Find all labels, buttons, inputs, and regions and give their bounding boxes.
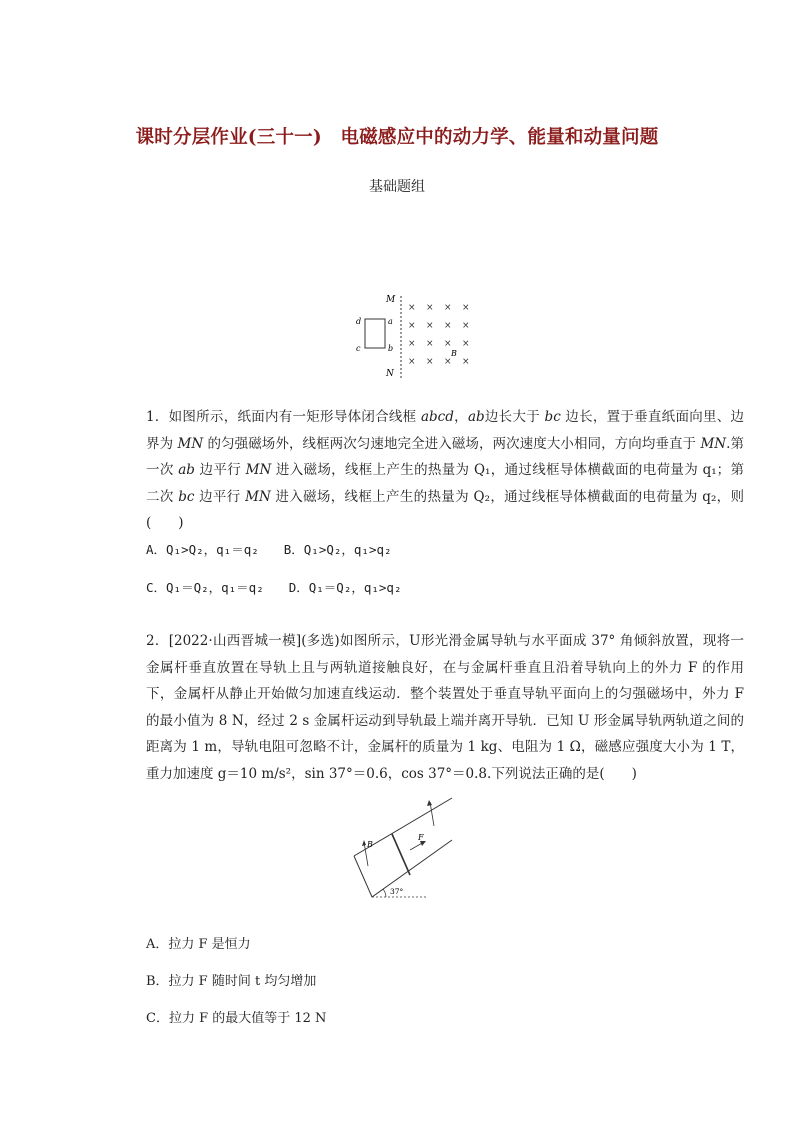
label-N: N [386, 369, 394, 379]
angle-arc [383, 889, 386, 897]
metal-rod [392, 834, 410, 875]
field-arrow-head [362, 840, 366, 846]
rail-base [354, 856, 372, 897]
page-title: 课时分层作业(三十一) 电磁感应中的动力学、能量和动量问题 [135, 127, 659, 148]
field-cross: × [426, 339, 434, 349]
q2-option-c: C．拉力 F 的最大值等于 12 N [146, 1011, 327, 1026]
label-F: F [418, 833, 424, 842]
field-cross: × [444, 357, 452, 367]
figure-inclined-rails [340, 790, 460, 906]
loop-abcd [365, 319, 385, 348]
field-cross: × [444, 339, 452, 349]
q1-options-ab: A．Q₁>Q₂，q₁＝q₂ B．Q₁>Q₂，q₁>q₂ [146, 542, 392, 557]
label-d: d [356, 317, 362, 326]
field-crosses [408, 303, 470, 367]
field-cross: × [444, 303, 452, 313]
field-cross: × [462, 303, 470, 313]
label-a: a [388, 317, 393, 326]
question-2: 2．[2022·山西晋城一模](多选)如图所示，U形光滑金属导轨与水平面成 37° 角倾斜放置，现将一金属杆垂直放置在导轨上且与两轨道接触良好，在与金属杆垂直且沿着导轨向上的外力 F 的作用下，金属杆从静止开始做匀加速直线运动．整个装置处于垂直导轨平面向上的匀强磁场中，外力 F 的最小值为 8 N，经过 2 s 金属杆运动到导轨最上端并离开导轨．已知 U 形金属导轨两轨道之间的距离为 1 m，导轨电阻可忽略不计，金属杆的质量为 1 kg、电阻为 1 Ω，磁感应强度大小为 1 T，重力加速度 g＝10 m/s²，sin 37°＝0.6，cos 37°＝0.8.下列说法正确的是( ) [146, 633, 744, 782]
q2-option-b: B．拉力 F 随时间 t 均匀增加 [146, 974, 317, 989]
section-title: 基础题组 [369, 179, 425, 195]
field-cross: × [462, 321, 470, 331]
label-B: B [367, 840, 373, 849]
label-angle: 37° [390, 887, 404, 896]
field-cross: × [408, 321, 416, 331]
question-1: 1．如图所示，纸面内有一矩形导体闭合线框 abcd，ab边长大于 bc 边长，置于垂直纸面向里、边界为 MN 的匀强磁场外，线框两次匀速地完全进入磁场，两次速度大小相同，方向均垂直于 MN.第一次 ab 边平行 MN 进入磁场，线框上产生的热量为 Q₁，通过线框导体横截面的电荷量为 q₁；第二次 bc 边平行 MN 进入磁场，线框上产生的热量为 Q₂，通过线框导体横截面的电荷量为 q₂，则( ) [146, 409, 745, 531]
field-cross: × [426, 303, 434, 313]
field-cross: × [408, 339, 416, 349]
field-cross: × [426, 321, 434, 331]
field-cross: × [444, 321, 452, 331]
field-cross: × [426, 357, 434, 367]
label-c: c [356, 344, 361, 353]
label-b: b [388, 344, 394, 353]
q2-option-a: A．拉力 F 是恒力 [146, 937, 251, 952]
q1-options-cd: C．Q₁＝Q₂，q₁＝q₂ D．Q₁＝Q₂，q₁>q₂ [146, 580, 402, 595]
force-indicator-head [427, 800, 432, 806]
force-indicator [430, 802, 434, 826]
label-B: B [451, 349, 457, 358]
field-cross: × [408, 303, 416, 313]
figure-loop-magnetic-field [348, 290, 478, 380]
field-cross: × [462, 339, 470, 349]
field-cross: × [408, 357, 416, 367]
field-cross: × [462, 357, 470, 367]
label-M: M [386, 295, 396, 305]
